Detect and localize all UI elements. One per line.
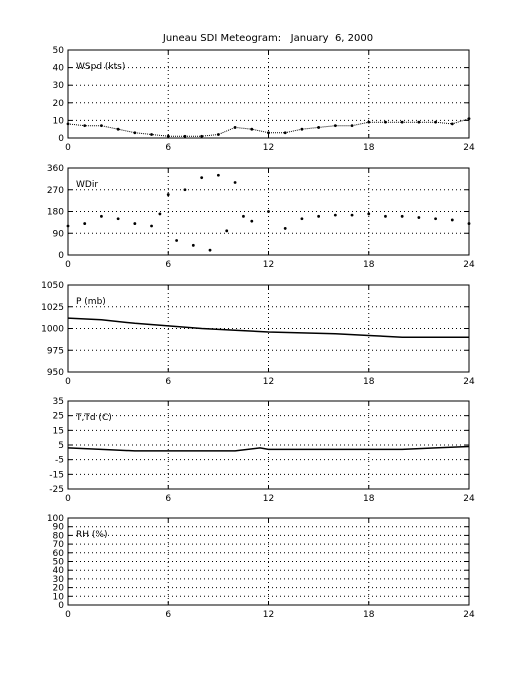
data-point (184, 188, 187, 191)
data-point (351, 214, 354, 217)
data-point (150, 225, 153, 228)
wind-direction-panel (47, 164, 475, 270)
y-tick-label: 180 (46, 207, 64, 218)
data-point (417, 216, 420, 219)
y-tick-label: 5 (58, 441, 64, 451)
data-point (225, 229, 228, 232)
data-point (301, 217, 304, 220)
x-tick-label: 6 (165, 610, 172, 620)
y-tick-label: 25 (52, 411, 64, 422)
data-point (267, 210, 270, 213)
panel-label: T,Td (C) (76, 413, 112, 423)
data-point (175, 239, 178, 242)
x-tick-label: 12 (262, 260, 275, 270)
x-tick-label: 6 (165, 143, 172, 153)
data-point (434, 217, 437, 220)
series-line (68, 318, 469, 337)
chart-title: Juneau SDI Meteogram: January 6, 2000 (162, 33, 374, 44)
y-tick-label: 950 (46, 368, 64, 378)
panel-label: WDir (76, 180, 99, 190)
y-tick-label: 10 (52, 116, 64, 127)
data-point (234, 181, 237, 184)
x-tick-label: 6 (165, 377, 172, 387)
data-point (117, 217, 120, 220)
panel-label: RH (%) (76, 530, 108, 540)
y-tick-label: 0 (58, 251, 64, 261)
wind-speed-panel (53, 46, 475, 153)
y-tick-label: 30 (52, 81, 64, 92)
panel-label: P (mb) (76, 297, 106, 307)
x-tick-label: 0 (65, 610, 71, 620)
y-tick-label: 100 (46, 514, 64, 524)
data-point (158, 213, 161, 216)
x-tick-label: 18 (363, 377, 375, 387)
data-point (334, 214, 337, 217)
temperature-panel (49, 397, 475, 504)
x-tick-label: 18 (363, 260, 375, 270)
y-tick-label: 70 (52, 540, 64, 551)
y-tick-label: 90 (52, 522, 64, 533)
y-tick-label: 270 (46, 185, 64, 196)
y-tick-label: 20 (52, 583, 64, 594)
y-tick-label: -5 (55, 455, 64, 466)
data-point (468, 222, 471, 225)
y-tick-label: 1025 (41, 302, 64, 313)
x-tick-label: 24 (463, 610, 475, 620)
y-tick-label: 50 (52, 557, 64, 568)
x-tick-label: 6 (165, 494, 172, 504)
x-tick-label: 12 (262, 143, 275, 153)
data-point (242, 215, 245, 218)
series-line (68, 447, 469, 451)
data-point (367, 213, 370, 216)
x-tick-label: 24 (463, 260, 475, 270)
x-tick-label: 24 (463, 377, 475, 387)
panel-label: WSpd (kts) (76, 62, 126, 72)
x-tick-label: 0 (65, 494, 71, 504)
x-tick-label: 0 (65, 260, 71, 270)
y-tick-label: 10 (52, 592, 64, 603)
data-point (384, 215, 387, 218)
y-tick-label: -25 (49, 485, 64, 495)
data-point (451, 219, 454, 222)
y-tick-label: 80 (52, 531, 64, 542)
y-tick-label: 0 (58, 134, 64, 144)
y-tick-label: 40 (52, 566, 64, 577)
data-point (200, 176, 203, 179)
data-point (100, 215, 103, 218)
relative-humidity-panel (47, 514, 475, 620)
y-tick-label: -15 (49, 470, 64, 481)
data-point (133, 222, 136, 225)
pressure-panel (41, 281, 475, 387)
x-tick-label: 18 (363, 494, 375, 504)
y-tick-label: 90 (52, 229, 64, 240)
y-tick-label: 1050 (41, 281, 64, 291)
x-tick-label: 0 (65, 377, 71, 387)
y-tick-label: 20 (52, 98, 64, 109)
y-tick-label: 1000 (41, 324, 64, 335)
data-point (167, 193, 170, 196)
y-tick-label: 0 (58, 601, 64, 611)
y-tick-label: 35 (52, 397, 64, 407)
data-point (317, 215, 320, 218)
y-tick-label: 360 (46, 164, 64, 174)
x-tick-label: 12 (262, 494, 275, 504)
x-tick-label: 12 (262, 377, 275, 387)
data-point (401, 215, 404, 218)
data-point (83, 222, 86, 225)
y-tick-label: 30 (52, 574, 64, 585)
y-tick-label: 50 (52, 46, 64, 56)
x-tick-label: 0 (65, 143, 71, 153)
x-tick-label: 24 (463, 494, 475, 504)
data-point (284, 227, 287, 230)
data-point (250, 220, 253, 223)
y-tick-label: 975 (46, 346, 64, 357)
y-tick-label: 60 (52, 548, 64, 559)
x-tick-label: 18 (363, 610, 375, 620)
x-tick-label: 12 (262, 610, 275, 620)
data-point (67, 225, 70, 228)
x-tick-label: 18 (363, 143, 375, 153)
y-tick-label: 15 (52, 426, 64, 437)
data-point (192, 244, 195, 247)
data-point (217, 174, 220, 177)
x-tick-label: 6 (165, 260, 172, 270)
data-point (209, 249, 212, 252)
x-tick-label: 24 (463, 143, 475, 153)
y-tick-label: 40 (52, 63, 64, 74)
